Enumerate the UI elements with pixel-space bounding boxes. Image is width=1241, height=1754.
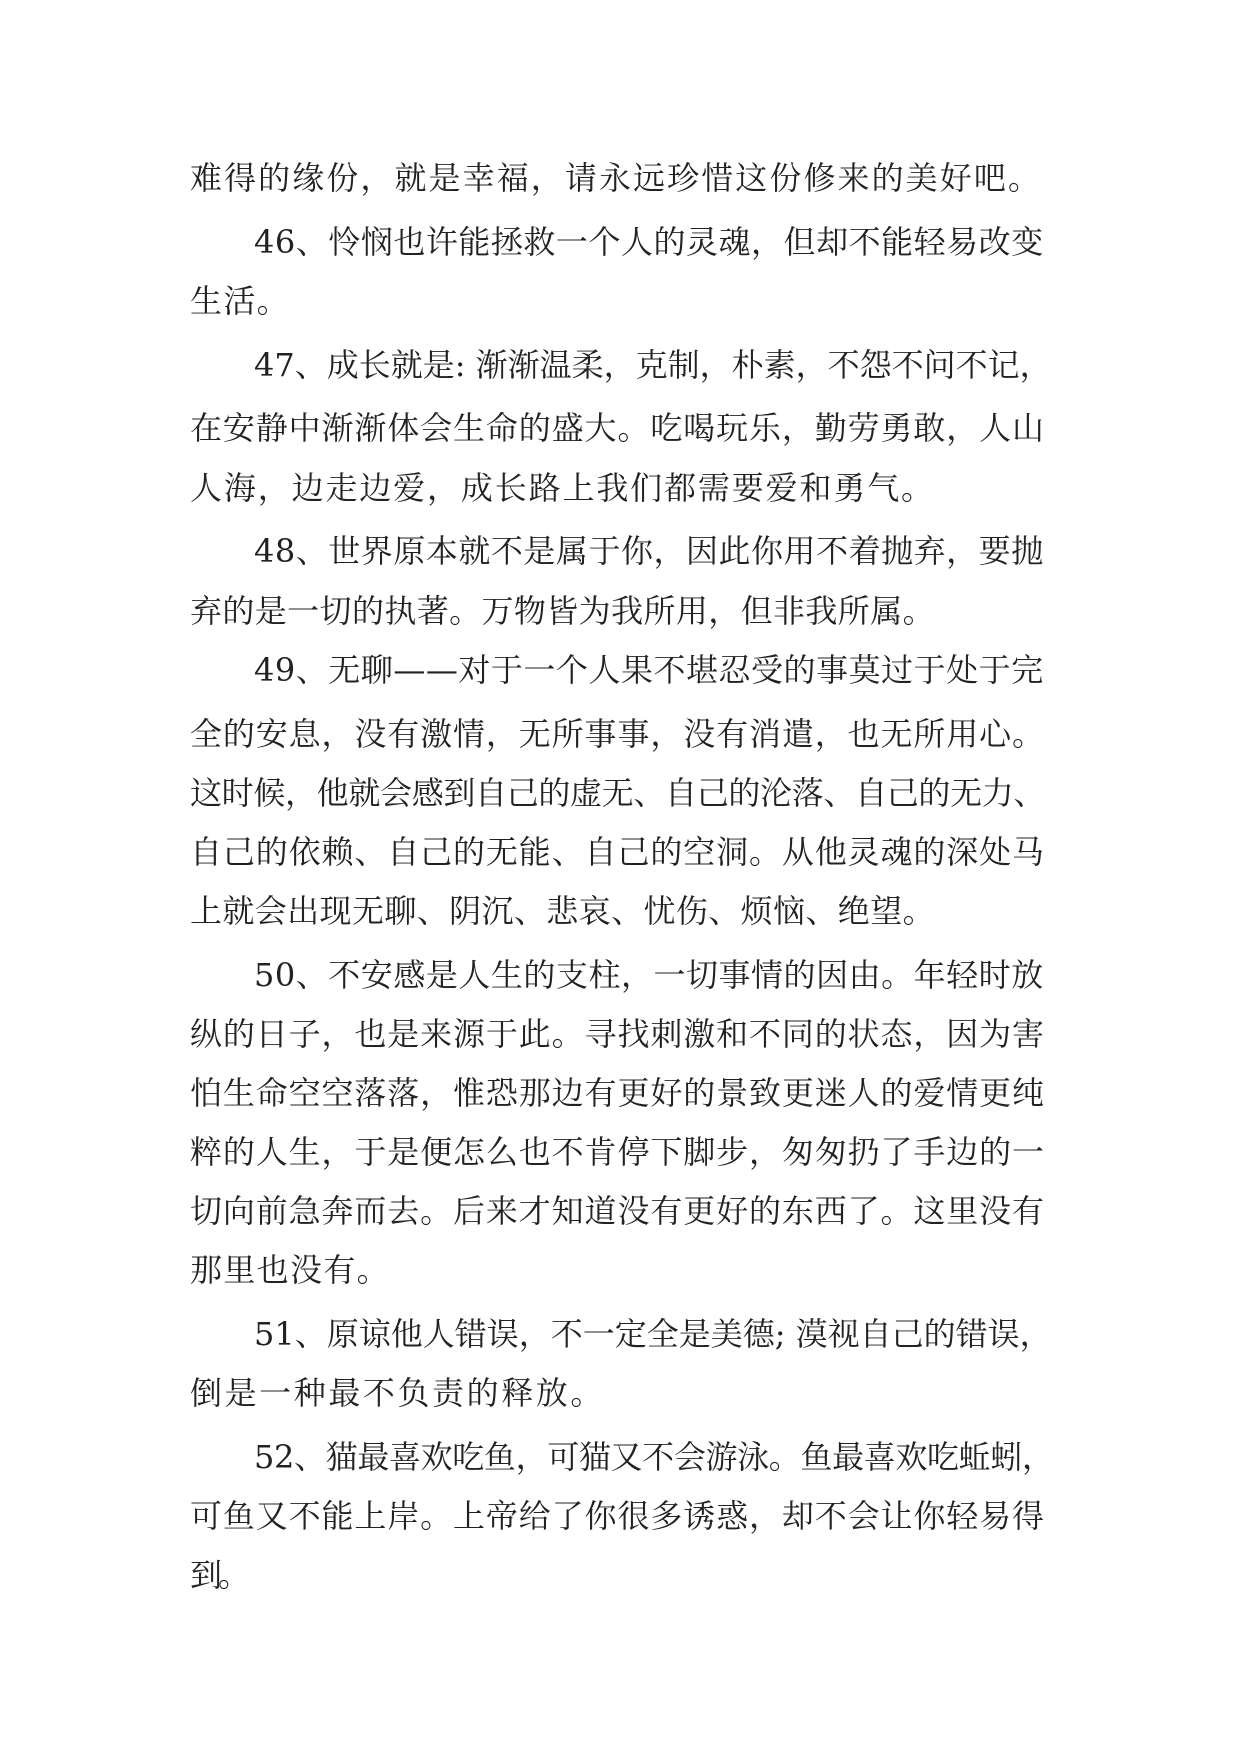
text-line: 全的安息，没有激情，无所事事，没有消遣，也无所用心。 xyxy=(190,715,1045,753)
text-line: 弃的是一切的执著。万物皆为我所用，但非我所属。 xyxy=(190,592,935,630)
text-line: 可鱼又不能上岸。上帝给了你很多诱惑，却不会让你轻易得 xyxy=(190,1497,1045,1535)
text-line: 自己的依赖、自己的无能、自己的空洞。从他灵魂的深处马 xyxy=(190,833,1045,871)
text-line: 51、原谅他人错误，不一定全是美德; 漠视自己的错误， xyxy=(254,1315,1052,1353)
text-line: 到。 xyxy=(190,1556,247,1594)
text-line: 46、怜悯也许能拯救一个人的灵魂，但却不能轻易改变 xyxy=(254,223,1044,261)
text-line: 52、猫最喜欢吃鱼，可猫又不会游泳。鱼最喜欢吃蚯蚓， xyxy=(254,1438,1054,1476)
text-line: 粹的人生，于是便怎么也不肯停下脚步，匆匆扔了手边的一 xyxy=(190,1133,1045,1171)
text-line: 上就会出现无聊、阴沉、悲哀、忧伤、烦恼、绝望。 xyxy=(190,892,935,930)
text-line: 这时候，他就会感到自己的虚无、自己的沦落、自己的无力、 xyxy=(190,774,1046,812)
text-line: 纵的日子，也是来源于此。寻找刺激和不同的状态，因为害 xyxy=(190,1015,1045,1053)
text-line: 人海，边走边爱，成长路上我们都需要爱和勇气。 xyxy=(190,469,935,507)
text-line: 47、成长就是: 渐渐温柔，克制，朴素，不怨不问不记， xyxy=(254,346,1052,384)
text-line: 48、世界原本就不是属于你，因此你用不着抛弃，要抛 xyxy=(254,532,1044,570)
text-line: 在安静中渐渐体会生命的盛大。吃喝玩乐，勤劳勇敢，人山 xyxy=(190,409,1045,447)
text-line: 49、无聊——对于一个人果不堪忍受的事莫过于处于完 xyxy=(254,651,1044,689)
text-line: 难得的缘份，就是幸福，请永远珍惜这份修来的美好吧。 xyxy=(190,159,1043,197)
text-line: 50、不安感是人生的支柱，一切事情的因由。年轻时放 xyxy=(254,956,1044,994)
text-line: 怕生命空空落落，惟恐那边有更好的景致更迷人的爱情更纯 xyxy=(190,1074,1045,1112)
text-line: 生活。 xyxy=(190,282,290,320)
text-line: 切向前急奔而去。后来才知道没有更好的东西了。这里没有 xyxy=(190,1192,1045,1230)
text-line: 那里也没有。 xyxy=(190,1251,390,1289)
text-line: 倒是一种最不负责的释放。 xyxy=(190,1374,605,1412)
